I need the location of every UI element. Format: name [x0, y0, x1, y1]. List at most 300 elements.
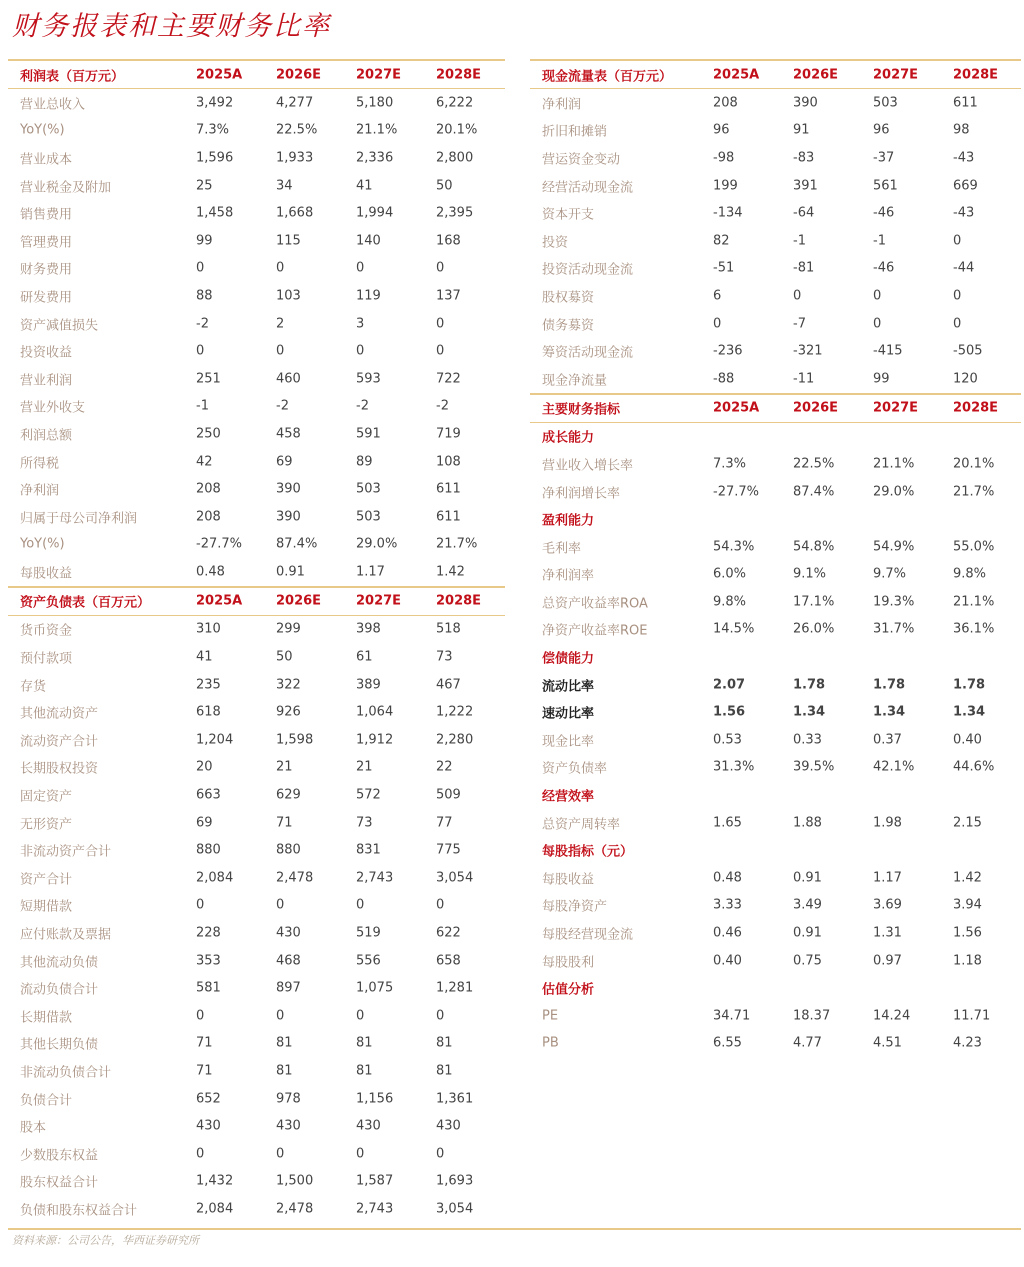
row-label: 预付款项	[20, 651, 73, 667]
balance-table-body	[8, 616, 505, 1223]
cell-value: 81	[356, 1035, 373, 1051]
cell-value: 775	[436, 842, 461, 858]
table-row	[8, 503, 505, 531]
table-row	[530, 505, 1021, 533]
cell-value: 0.48	[196, 564, 225, 580]
cell-value: 208	[713, 95, 738, 111]
cell-value: 1,222	[436, 704, 474, 720]
row-label: 股本	[20, 1120, 47, 1136]
cell-value: 556	[356, 953, 381, 969]
column-header: 2028E	[953, 67, 999, 82]
table-row	[530, 754, 1021, 782]
row-label: 股权募资	[542, 290, 595, 306]
cell-value: 81	[356, 1063, 373, 1079]
column-header: 2027E	[356, 67, 402, 82]
cell-value: 509	[436, 787, 461, 803]
cell-value: 0	[436, 260, 445, 276]
right-column	[530, 59, 1021, 1057]
row-label: 流动资产合计	[20, 734, 99, 750]
table-row	[8, 1195, 505, 1223]
cell-value: 0	[953, 288, 962, 304]
cell-value: 389	[356, 677, 381, 693]
row-label: 少数股东权益	[20, 1148, 99, 1164]
cell-value: 0.46	[713, 925, 742, 941]
cell-value: 69	[276, 454, 293, 470]
table-row	[8, 974, 505, 1002]
cell-value: 1.56	[953, 925, 982, 941]
section-label: 每股指标（元）	[542, 844, 634, 860]
column-header: 2027E	[873, 400, 919, 416]
column-header: 2025A	[196, 67, 243, 82]
cell-value: 572	[356, 787, 381, 803]
cell-value: 0	[436, 316, 445, 332]
row-label: 利润总额	[20, 428, 73, 444]
cell-value: -51	[713, 260, 735, 276]
cell-value: 658	[436, 953, 461, 969]
table-row	[8, 420, 505, 448]
cell-value: 19.3%	[873, 594, 915, 610]
cell-value: 9.8%	[953, 566, 987, 582]
table-row	[530, 616, 1021, 644]
row-label: 营业成本	[20, 152, 73, 168]
cell-value: 390	[793, 95, 818, 111]
cell-value: 430	[356, 1118, 381, 1134]
table-row	[8, 310, 505, 338]
cell-value: 22.5%	[276, 122, 318, 138]
row-label: 营业收入增长率	[542, 458, 634, 474]
table-row	[530, 561, 1021, 589]
table-row	[530, 172, 1021, 200]
cell-value: 22.5%	[793, 456, 835, 472]
cell-value: 87.4%	[276, 536, 318, 552]
cell-value: 235	[196, 677, 221, 693]
cell-value: 0	[196, 343, 205, 359]
cell-value: 0.91	[793, 925, 822, 941]
table-row	[8, 393, 505, 421]
row-label: 销售费用	[20, 207, 73, 223]
cell-value: 2,395	[436, 205, 474, 221]
table-row	[8, 475, 505, 503]
cashflow-table-body	[530, 89, 1021, 393]
cell-value: 0.48	[713, 870, 742, 886]
cell-value: 1.34	[953, 704, 986, 720]
cell-value: 322	[276, 677, 301, 693]
column-header: 2026E	[276, 67, 322, 82]
table-row	[8, 1168, 505, 1196]
row-label: 其他流动负债	[20, 955, 99, 971]
column-header: 2025A	[196, 593, 243, 609]
cell-value: 0	[356, 260, 365, 276]
cell-value: 353	[196, 953, 221, 969]
cell-value: 54.9%	[873, 539, 915, 555]
row-label: 每股经营现金流	[542, 927, 634, 943]
cell-value: 1,064	[356, 704, 394, 720]
income-table-body	[8, 89, 505, 586]
cell-value: 0	[436, 1146, 445, 1162]
cell-value: 880	[276, 842, 301, 858]
cell-value: 89	[356, 454, 373, 470]
cell-value: 14.5%	[713, 621, 755, 637]
table-row	[530, 1030, 1021, 1058]
cell-value: 2,280	[436, 732, 474, 748]
row-label: 所得税	[20, 456, 60, 472]
table-row	[530, 588, 1021, 616]
cell-value: -44	[953, 260, 975, 276]
row-label: 债务募资	[542, 318, 595, 334]
cell-value: 20	[196, 759, 213, 775]
cell-value: 503	[873, 95, 898, 111]
cell-value: -415	[873, 343, 903, 359]
cell-value: 81	[436, 1035, 453, 1051]
row-label: 投资活动现金流	[542, 262, 634, 278]
cell-value: 0.53	[713, 732, 742, 748]
cell-value: 36.1%	[953, 621, 995, 637]
cell-value: 1.42	[436, 564, 465, 580]
cell-value: 21.7%	[436, 536, 478, 552]
cell-value: 108	[436, 454, 461, 470]
row-label: 现金净流量	[542, 373, 608, 389]
cell-value: 137	[436, 288, 461, 304]
table-row	[8, 836, 505, 864]
cell-value: -2	[196, 316, 209, 332]
table-row	[8, 1140, 505, 1168]
income-header-row	[8, 61, 505, 89]
table-row	[8, 919, 505, 947]
cell-value: 87.4%	[793, 484, 835, 500]
cell-value: 115	[276, 233, 301, 249]
row-label: 净利润	[20, 483, 60, 499]
cell-value: 669	[953, 178, 978, 194]
table-row	[530, 478, 1021, 506]
cell-value: 310	[196, 621, 221, 637]
table-row	[530, 698, 1021, 726]
cell-value: 611	[436, 481, 461, 497]
cell-value: 50	[436, 178, 453, 194]
cell-value: 20.1%	[436, 122, 478, 138]
cell-value: 6,222	[436, 95, 474, 111]
table-row	[8, 643, 505, 671]
ratios-table-body	[530, 423, 1021, 1058]
cell-value: 41	[196, 649, 213, 665]
cell-value: 1,994	[356, 205, 394, 221]
table-row	[8, 558, 505, 586]
row-label: 无形资产	[20, 817, 73, 833]
cell-value: 0	[436, 897, 445, 913]
cell-value: 0	[356, 1008, 365, 1024]
row-label: 营运资金变动	[542, 152, 621, 168]
cell-value: 1,361	[436, 1091, 474, 1107]
cell-value: 593	[356, 371, 381, 387]
cell-value: 9.8%	[713, 594, 747, 610]
cell-value: 21.1%	[356, 122, 398, 138]
cell-value: 0	[356, 343, 365, 359]
cell-value: 1,204	[196, 732, 234, 748]
cell-value: 0	[793, 288, 802, 304]
table-row	[8, 144, 505, 172]
table-row	[530, 864, 1021, 892]
row-label: 速动比率	[542, 706, 595, 722]
cell-value: 251	[196, 371, 221, 387]
cell-value: -43	[953, 150, 975, 166]
table-row	[530, 947, 1021, 975]
cell-value: 2	[276, 316, 285, 332]
cell-value: 581	[196, 980, 221, 996]
table-row	[8, 531, 505, 559]
cell-value: 228	[196, 925, 221, 941]
row-label: 短期借款	[20, 899, 73, 915]
row-label: YoY(%)	[20, 536, 65, 552]
table-row	[530, 423, 1021, 451]
cell-value: 5,180	[356, 95, 394, 111]
cell-value: 0	[196, 260, 205, 276]
cell-value: 25	[196, 178, 213, 194]
cell-value: 622	[436, 925, 461, 941]
cell-value: 1,668	[276, 205, 314, 221]
cashflow-table	[530, 61, 1021, 393]
cell-value: 20.1%	[953, 456, 995, 472]
row-label: 投资	[542, 235, 569, 251]
row-label: 每股收益	[20, 566, 73, 582]
cell-value: 618	[196, 704, 221, 720]
cell-value: 1,596	[196, 150, 234, 166]
table-row	[8, 809, 505, 837]
table-row	[530, 199, 1021, 227]
cell-value: 250	[196, 426, 221, 442]
cell-value: 96	[873, 122, 890, 138]
cell-value: 7.3%	[713, 456, 747, 472]
row-label: 折旧和摊销	[542, 124, 608, 140]
cell-value: -7	[793, 316, 806, 332]
row-label: 总资产收益率ROA	[542, 596, 648, 612]
cell-value: 96	[713, 122, 730, 138]
cell-value: 0	[953, 316, 962, 332]
cell-value: 71	[196, 1035, 213, 1051]
cell-value: -11	[793, 371, 815, 387]
cell-value: 71	[276, 815, 293, 831]
cell-value: 1.17	[873, 870, 902, 886]
table-row	[8, 671, 505, 699]
cell-value: 831	[356, 842, 381, 858]
row-label: 现金比率	[542, 734, 595, 750]
table-row	[8, 365, 505, 393]
row-label: 非流动负债合计	[20, 1065, 112, 1081]
cell-value: 1.34	[873, 704, 906, 720]
cell-value: 42	[196, 454, 213, 470]
cell-value: 2,084	[196, 1201, 234, 1217]
cell-value: -83	[793, 150, 815, 166]
cell-value: 3.49	[793, 897, 822, 913]
cell-value: 41	[356, 178, 373, 194]
row-label: 应付账款及票据	[20, 927, 112, 943]
column-header: 2026E	[793, 400, 839, 416]
row-label: 流动比率	[542, 679, 595, 695]
row-label: 净利润增长率	[542, 486, 621, 502]
cell-value: 2,336	[356, 150, 394, 166]
section-label: 成长能力	[542, 430, 595, 446]
cell-value: 2,084	[196, 870, 234, 886]
table-row	[8, 448, 505, 476]
cell-value: 0	[953, 233, 962, 249]
row-label: 营业税金及附加	[20, 180, 112, 196]
cell-value: 926	[276, 704, 301, 720]
table-row	[530, 892, 1021, 920]
cell-value: 29.0%	[356, 536, 398, 552]
cell-value: 22	[436, 759, 453, 775]
cell-value: 1,598	[276, 732, 314, 748]
cell-value: 1.31	[873, 925, 902, 941]
cell-value: -236	[713, 343, 743, 359]
cell-value: 2.15	[953, 815, 982, 831]
cell-value: -46	[873, 205, 895, 221]
cell-value: 73	[436, 649, 453, 665]
table-row	[8, 89, 505, 117]
cell-value: 42.1%	[873, 759, 915, 775]
cell-value: 14.24	[873, 1008, 911, 1024]
table-row	[530, 282, 1021, 310]
cell-value: 0	[713, 316, 722, 332]
cell-value: 1,432	[196, 1173, 234, 1189]
row-label: 净利润	[542, 97, 582, 113]
cell-value: -43	[953, 205, 975, 221]
table-row	[8, 781, 505, 809]
cell-value: 1.17	[356, 564, 385, 580]
cell-value: 50	[276, 649, 293, 665]
cell-value: 611	[436, 509, 461, 525]
cell-value: 390	[276, 481, 301, 497]
table-row	[8, 947, 505, 975]
cell-value: 3	[356, 316, 365, 332]
cell-value: 199	[713, 178, 738, 194]
column-header: 2026E	[276, 593, 322, 609]
cell-value: 0	[276, 343, 285, 359]
cell-value: 11.71	[953, 1008, 991, 1024]
cell-value: 390	[276, 509, 301, 525]
row-label: 固定资产	[20, 789, 73, 805]
section-label: 偿债能力	[542, 651, 595, 667]
cell-value: 1,458	[196, 205, 234, 221]
cell-value: 591	[356, 426, 381, 442]
cell-value: 1.78	[873, 677, 906, 693]
row-label: PE	[542, 1008, 559, 1024]
ratios-table	[530, 393, 1021, 1058]
cell-value: 55.0%	[953, 539, 995, 555]
cell-value: -46	[873, 260, 895, 276]
column-header: 2028E	[436, 593, 482, 609]
column-header: 2027E	[873, 67, 919, 82]
cell-value: 430	[276, 1118, 301, 1134]
cell-value: 1.88	[793, 815, 822, 831]
row-label: 投资收益	[20, 345, 73, 361]
cell-value: 3,054	[436, 870, 474, 886]
row-label: 流动负债合计	[20, 982, 99, 998]
cell-value: 1,912	[356, 732, 394, 748]
table-row	[530, 919, 1021, 947]
cell-value: -2	[356, 398, 369, 414]
cell-value: 0.40	[713, 953, 742, 969]
cell-value: 652	[196, 1091, 221, 1107]
cell-value: 82	[713, 233, 730, 249]
cell-value: 468	[276, 953, 301, 969]
cell-value: 21	[356, 759, 373, 775]
cell-value: 208	[196, 509, 221, 525]
row-label: 净资产收益率ROE	[542, 623, 648, 639]
row-label: 存货	[20, 679, 47, 695]
row-label: 其他长期负债	[20, 1037, 99, 1053]
cell-value: 4,277	[276, 95, 314, 111]
cell-value: 29.0%	[873, 484, 915, 500]
cell-value: -134	[713, 205, 743, 221]
table-row	[530, 643, 1021, 671]
cell-value: -321	[793, 343, 823, 359]
cell-value: 722	[436, 371, 461, 387]
row-label: 归属于母公司净利润	[20, 511, 138, 527]
cell-value: 3.69	[873, 897, 902, 913]
row-label: 资本开支	[542, 207, 595, 223]
table-row	[8, 1112, 505, 1140]
row-label: 资产减值损失	[20, 318, 99, 334]
row-label: 资产负债率	[542, 761, 608, 777]
table-row	[530, 1002, 1021, 1030]
table-row	[530, 255, 1021, 283]
cell-value: 0.37	[873, 732, 902, 748]
row-label: 每股收益	[542, 872, 595, 888]
cell-value: 460	[276, 371, 301, 387]
table-title: 现金流量表（百万元）	[542, 69, 673, 84]
column-header: 2028E	[436, 67, 482, 82]
table-row	[530, 89, 1021, 117]
section-label: 经营效率	[542, 789, 595, 805]
row-label: 每股净资产	[542, 899, 608, 915]
cell-value: 2,800	[436, 150, 474, 166]
row-label: 营业利润	[20, 373, 73, 389]
cell-value: 4.77	[793, 1035, 822, 1051]
cell-value: 0	[276, 1008, 285, 1024]
cell-value: -1	[873, 233, 886, 249]
cell-value: -2	[276, 398, 289, 414]
cell-value: 140	[356, 233, 381, 249]
cell-value: -37	[873, 150, 895, 166]
table-row	[530, 781, 1021, 809]
cell-value: 120	[953, 371, 978, 387]
cashflow-header-row	[530, 61, 1021, 89]
cell-value: 0	[196, 1008, 205, 1024]
cell-value: 1.18	[953, 953, 982, 969]
cell-value: 103	[276, 288, 301, 304]
table-row	[530, 809, 1021, 837]
cell-value: 26.0%	[793, 621, 835, 637]
cell-value: 9.1%	[793, 566, 827, 582]
cell-value: 7.3%	[196, 122, 230, 138]
column-header: 2027E	[356, 593, 402, 609]
cell-value: 39.5%	[793, 759, 835, 775]
cell-value: 88	[196, 288, 213, 304]
cell-value: 99	[873, 371, 890, 387]
cell-value: 3.94	[953, 897, 982, 913]
table-row	[530, 227, 1021, 255]
cell-value: 561	[873, 178, 898, 194]
cell-value: 34.71	[713, 1008, 751, 1024]
table-row	[8, 337, 505, 365]
income-statement-table	[8, 61, 505, 586]
cell-value: 3,492	[196, 95, 234, 111]
row-label: 研发费用	[20, 290, 73, 306]
cell-value: 2,478	[276, 870, 314, 886]
table-row	[8, 199, 505, 227]
cell-value: 0	[873, 288, 882, 304]
cell-value: -1	[196, 398, 209, 414]
cell-value: 503	[356, 509, 381, 525]
table-row	[530, 671, 1021, 699]
